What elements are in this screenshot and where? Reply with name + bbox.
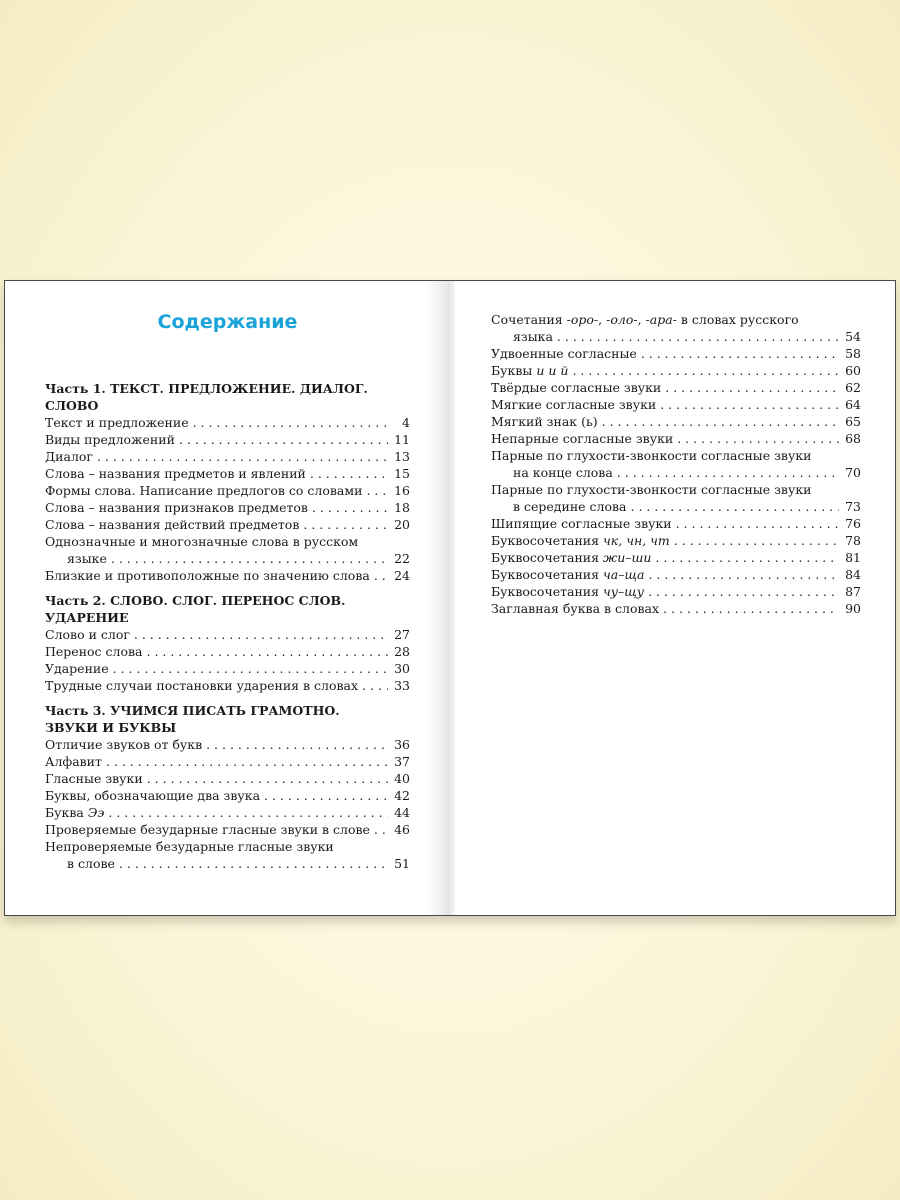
toc-leader-dots [106,753,388,770]
toc-entry-text: Виды предложений [45,432,175,447]
toc-entry-row [45,431,410,448]
toc-entry-italic: и и й [536,363,569,378]
toc-leader-dots [108,804,388,821]
toc-page-number: 51 [394,856,410,871]
toc-page-number: 84 [845,567,861,582]
toc-entry-text: Шипящие согласные звуки [491,516,672,531]
toc-entry-title [67,550,107,567]
toc-leader-dots [147,643,389,660]
toc-entry-row [45,677,410,694]
toc-entry-row [491,328,861,345]
toc-page-number: 68 [845,431,861,446]
toc-page-number: 87 [845,584,861,599]
toc-entry-text: Слово и слог [45,627,130,642]
toc-entry-first-line: Парные по глухости-звонкости согласные звуки [491,482,812,497]
toc-entry-row [45,660,410,677]
toc-leader-dots [602,413,839,430]
toc-entry-row [491,379,861,396]
toc-entry-title [45,516,299,533]
toc-leader-dots [366,482,388,499]
toc-entry-text: Перенос слова [45,644,143,659]
toc-entry [45,499,410,516]
toc-entry [45,626,410,643]
toc-entry-row [45,787,410,804]
book-spine [425,281,455,915]
toc-page-number: 64 [845,397,861,412]
toc-entry-text: языка [513,329,553,344]
toc-entry-title [491,532,670,549]
toc-entry-italic-part: -ара- [645,312,677,327]
toc-page-number: 42 [394,788,410,803]
toc-entry-row [491,464,861,481]
toc-leader-dots [641,345,839,362]
toc-entry-text: Буквосочетания [491,584,600,599]
toc-page-number: 54 [845,329,861,344]
toc-page-number: 73 [845,499,861,514]
toc-entry-text: Формы слова. Написание предлогов со словами [45,483,363,498]
toc-entry-text-part: , [598,312,607,327]
toc-leader-dots [206,736,388,753]
toc-entry-first-line: Однозначные и многозначные слова в русском [45,534,359,549]
toc-entry [45,770,410,787]
toc-entry-text: языке [67,551,107,566]
toc-entry-title [491,430,673,447]
toc-entry-italic-part: -оро- [566,312,599,327]
toc-entry-title [45,626,130,643]
toc-entry-text-part: в словах русского [676,312,799,327]
toc-entry-title [45,499,308,516]
toc-entry [45,838,410,872]
toc-entry-title [45,643,143,660]
toc-entry-text: Буквы, обозначающие два звука [45,788,261,803]
toc-entry-text: Ударение [45,661,109,676]
toc-leader-dots [97,448,388,465]
toc-page-number: 81 [845,550,861,565]
toc-entry [45,660,410,677]
toc-leader-dots [677,430,839,447]
toc-entry-title [45,821,370,838]
toc-entry-row [45,516,410,533]
toc-entry-text: в середине слова [513,499,627,514]
toc-entry [45,431,410,448]
toc-entry-title [67,855,115,872]
toc-entry-title [491,362,568,379]
toc-leader-dots [660,396,839,413]
toc-entry [491,532,861,549]
toc-entry-title [45,677,358,694]
toc-entry-row [45,414,410,431]
toc-entry-first-line [491,311,861,328]
toc-entry-title [491,396,656,413]
toc-leader-dots [303,516,388,533]
toc-entry-title [45,770,143,787]
toc-entry-text: Гласные звуки [45,771,143,786]
toc-entry-italic: жи–ши [603,550,652,565]
toc-entry-title [491,566,644,583]
toc-entry [491,345,861,362]
toc-leader-dots [374,821,388,838]
toc-entry [491,447,861,481]
toc-entry-row [45,770,410,787]
toc-entry-text: Мягкие согласные звуки [491,397,657,412]
toc-part-heading: Часть 2. СЛОВО. СЛОГ. ПЕРЕНОС СЛОВ. [45,593,346,608]
toc-entry-italic: чк, чн, чт [603,533,670,548]
toc-entry-row [45,499,410,516]
toc-entry-row [45,482,410,499]
toc-entry-title [45,465,306,482]
toc-entry [45,643,410,660]
toc-page-number: 18 [394,500,410,515]
toc-entry-first-line: Непроверяемые безударные гласные звуки [45,839,334,854]
toc-entry-title [45,753,102,770]
toc-leader-dots [179,431,388,448]
toc-entry [45,482,410,499]
toc-entry [45,804,410,821]
toc-entry-row [45,626,410,643]
toc-entry [491,549,861,566]
toc-entry-text: в слове [67,856,115,871]
toc-entry-row [45,550,410,567]
toc-entry-title [45,414,189,431]
toc-entry-text-part: Сочетания [491,312,567,327]
toc-entry-title [491,583,644,600]
toc-entry-text: Буквы [491,363,533,378]
toc-page-number: 90 [845,601,861,616]
toc-leader-dots [147,770,388,787]
toc-entry-row [45,643,410,660]
toc-entry-text: Буквосочетания [491,567,600,582]
toc-page-number: 4 [402,415,410,430]
toc-page-number: 30 [394,661,410,676]
toc-page-number: 16 [394,483,410,498]
toc-leader-dots [113,660,388,677]
toc-entry-title [513,498,627,515]
toc-leader-dots [264,787,388,804]
toc-entry-text-part: , [637,312,646,327]
toc-entry-text: Проверяемые безударные гласные звуки в слове [45,822,370,837]
toc-entry-italic: Ээ [87,805,105,820]
toc-entry [491,515,861,532]
toc-part-heading: СЛОВО [45,398,99,413]
toc-leader-dots [557,328,839,345]
toc-part-heading: УДАРЕНИЕ [45,610,129,625]
toc-entry [491,379,861,396]
toc-entry-title [491,345,637,362]
toc-page-number: 27 [394,627,410,642]
toc-entry [491,396,861,413]
toc-entry-title [491,549,651,566]
toc-entry [45,787,410,804]
toc-entry-text: Алфавит [45,754,102,769]
toc-entry-row [491,396,861,413]
toc-entry-text: Буквосочетания [491,550,600,565]
toc-entry [491,311,861,345]
toc-page-number: 20 [394,517,410,532]
toc-page-number: 37 [394,754,410,769]
toc-page-number: 60 [845,363,861,378]
toc-entry-row [491,413,861,430]
toc-leader-dots [655,549,839,566]
toc-page-number: 70 [845,465,861,480]
toc-page-number: 11 [394,432,410,447]
toc-leader-dots [374,567,388,584]
toc-entry-title [45,660,109,677]
toc-entry [45,516,410,533]
toc-leader-dots [312,499,388,516]
toc-entry-text: Заглавная буква в словах [491,601,660,616]
toc-entry-text: Диалог [45,449,93,464]
toc-part-heading: ЗВУКИ И БУКВЫ [45,720,177,735]
toc-page-number: 65 [845,414,861,429]
toc-entry-title [491,379,661,396]
toc-entry [491,481,861,515]
toc-entry [45,677,410,694]
toc-page-number: 46 [394,822,410,837]
toc-entry [491,566,861,583]
toc-list-right [491,311,861,617]
toc-entry-italic: чу–щу [603,584,645,599]
toc-leader-dots [572,362,839,379]
toc-entry [45,821,410,838]
toc-page-number: 78 [845,533,861,548]
toc-entry-text: Мягкий знак (ь) [491,414,598,429]
toc-page-number: 76 [845,516,861,531]
toc-entry-row [491,362,861,379]
toc-entry-row [491,600,861,617]
toc-entry-title [45,787,260,804]
toc-leader-dots [617,464,839,481]
toc-entry-text: Слова – названия действий предметов [45,517,300,532]
toc-page-number: 33 [394,678,410,693]
toc-entry [45,448,410,465]
toc-entry-title [513,464,613,481]
toc-entry-title [513,328,553,345]
toc-entry-row [491,532,861,549]
toc-entry-text: на конце слова [513,465,613,480]
toc-page-number: 24 [394,568,410,583]
toc-entry-title [45,431,175,448]
toc-entry-text: Буква [45,805,84,820]
toc-entry-row [45,567,410,584]
toc-entry-row [45,736,410,753]
toc-page-number: 62 [845,380,861,395]
toc-leader-dots [362,677,388,694]
toc-entry-italic-part: -оло- [606,312,638,327]
toc-leader-dots [648,583,839,600]
toc-leader-dots [310,465,388,482]
toc-entry-row [491,515,861,532]
toc-entry-title [491,413,598,430]
toc-entry [491,413,861,430]
toc-entry-title [45,736,202,753]
toc-page-number: 28 [394,644,410,659]
toc-entry [491,430,861,447]
toc-page-number: 44 [394,805,410,820]
toc-leader-dots [111,550,388,567]
toc-entry-first-line: Парные по глухости-звонкости согласные звуки [491,448,812,463]
toc-entry [45,465,410,482]
toc-page-number: 13 [394,449,410,464]
toc-page-number: 22 [394,551,410,566]
toc-entry-text: Удвоенные согласные [491,346,637,361]
toc-leader-dots [134,626,388,643]
toc-entry-row [491,430,861,447]
toc-entry [45,533,410,567]
toc-entry-text: Текст и предложение [45,415,189,430]
toc-entry [45,736,410,753]
toc-leader-dots [665,379,839,396]
toc-entry-row [45,448,410,465]
toc-entry [491,583,861,600]
toc-entry-text: Слова – названия признаков предметов [45,500,308,515]
toc-entry-row [45,821,410,838]
toc-entry [45,567,410,584]
toc-entry-italic: ча–ща [603,567,645,582]
toc-entry-text: Буквосочетания [491,533,600,548]
toc-part-heading: Часть 3. УЧИМСЯ ПИСАТЬ ГРАМОТНО. [45,703,340,718]
toc-entry-title [45,482,362,499]
toc-list-left [45,380,410,872]
toc-entry-text: Отличие звуков от букв [45,737,203,752]
toc-leader-dots [648,566,839,583]
toc-entry-text: Близкие и противоположные по значению слова [45,568,370,583]
toc-entry [491,600,861,617]
toc-page-number: 15 [394,466,410,481]
toc-entry-title [45,804,104,821]
toc-part-heading: Часть 1. ТЕКСТ. ПРЕДЛОЖЕНИЕ. ДИАЛОГ. [45,381,368,396]
toc-entry [45,753,410,770]
toc-leader-dots [193,414,388,431]
toc-leader-dots [674,532,839,549]
toc-leader-dots [663,600,839,617]
toc-entry-title [45,448,93,465]
toc-entry-title [491,600,659,617]
toc-entry-row [491,498,861,515]
toc-entry-row [45,855,410,872]
toc-entry-row [45,753,410,770]
toc-entry-row [45,465,410,482]
toc-entry [45,414,410,431]
toc-entry-text: Непарные согласные звуки [491,431,674,446]
toc-leader-dots [676,515,839,532]
toc-entry-row [491,566,861,583]
toc-entry-row [491,583,861,600]
toc-entry-title [491,515,672,532]
toc-entry-row [491,345,861,362]
toc-page-number: 58 [845,346,861,361]
toc-entry [491,362,861,379]
book-spread [4,280,896,916]
toc-entry-title [45,567,370,584]
toc-entry-text: Твёрдые согласные звуки [491,380,662,395]
toc-entry-text: Слова – названия предметов и явлений [45,466,306,481]
toc-page-number: 36 [394,737,410,752]
toc-entry-text: Трудные случаи постановки ударения в словах [45,678,359,693]
toc-entry-row [45,804,410,821]
toc-leader-dots [631,498,840,515]
toc-entry-row [491,549,861,566]
toc-page-number: 40 [394,771,410,786]
toc-leader-dots [119,855,388,872]
toc-title: Содержание [157,311,298,333]
